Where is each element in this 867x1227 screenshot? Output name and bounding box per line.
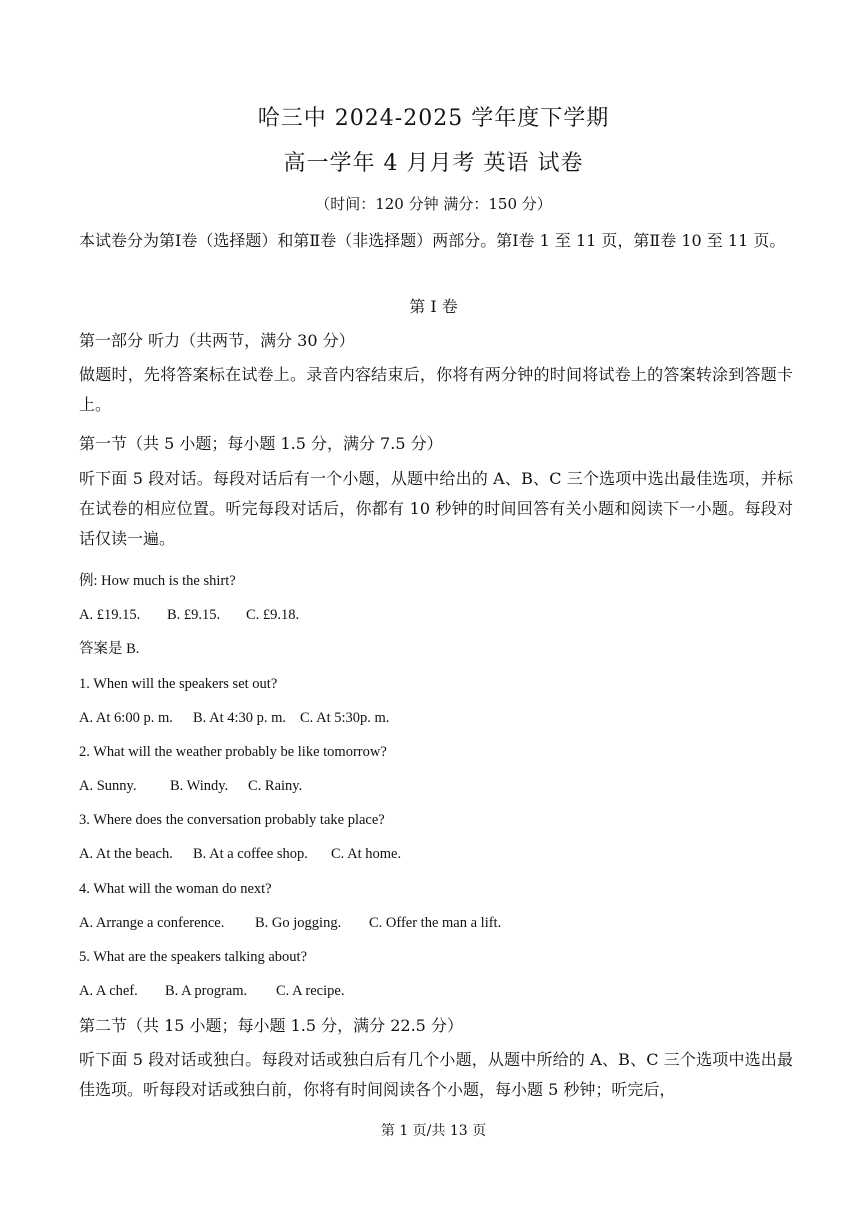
question-3-options	[79, 843, 401, 865]
exam-title-line2: 高一学年 4 月月考 英语 试卷	[283, 151, 584, 176]
question-4: 4. What will the woman do next?	[79, 881, 272, 897]
option-b: B. Go jogging.	[255, 915, 342, 931]
part1-instruction: 做题时，先将答案标在试卷上。录音内容结束后，你将有两分钟的时间将试卷上的答案转涂到答题卡上。	[79, 365, 793, 414]
option-a: A. At the beach.	[79, 846, 173, 862]
question-4-options	[79, 912, 501, 934]
option-b: B. A program.	[165, 983, 248, 999]
option-c: C. At 5:30p. m.	[300, 710, 390, 726]
option-a: A. Sunny.	[79, 778, 137, 794]
page-footer: 第 1 页/共 13 页	[380, 1123, 487, 1139]
question-2: 2. What will the weather probably be like tomorrow?	[79, 744, 387, 760]
option-c: C. £9.18.	[246, 607, 300, 623]
option-b: B. At a coffee shop.	[193, 846, 308, 862]
question-5-options	[79, 980, 344, 1002]
option-a: A. Arrange a conference.	[79, 915, 225, 931]
question-1: 1. When will the speakers set out?	[79, 676, 278, 692]
question-2-options	[79, 775, 302, 797]
section2-instruction: 听下面 5 段对话或独白。每段对话或独白后有几个小题，从题中所给的 A、B、C 三个选项中选出最佳选项。听每段对话或独白前，你将有时间阅读各个小题，每小题 5 秒钟；听完后，	[79, 1050, 793, 1099]
example-question: 例: How much is the shirt?	[79, 573, 236, 589]
option-a: A. £19.15.	[79, 607, 141, 623]
intro-paragraph: 本试卷分为第Ⅰ卷（选择题）和第Ⅱ卷（非选择题）两部分。第Ⅰ卷 1 至 11 页，第Ⅱ卷 10 至 11 页。	[79, 231, 786, 250]
option-a: A. At 6:00 p. m.	[79, 710, 173, 726]
section2-heading: 第二节（共 15 小题；每小题 1.5 分，满分 22.5 分）	[79, 1016, 463, 1035]
option-c: C. Offer the man a lift.	[369, 915, 502, 931]
example-answer: 答案是 B.	[79, 641, 140, 657]
option-b: B. Windy.	[170, 778, 229, 794]
example-options	[79, 604, 299, 626]
option-c: C. A recipe.	[276, 983, 345, 999]
question-3: 3. Where does the conversation probably take place?	[79, 812, 385, 828]
volume-label: 第 I 卷	[409, 297, 458, 316]
section1-instruction: 听下面 5 段对话。每段对话后有一个小题，从题中给出的 A、B、C 三个选项中选出最佳选项，并标在试卷的相应位置。听完每段对话后，你都有 10 秒钟的时间回答有关小题和阅读下一小题。每段对话仅读一遍。	[79, 469, 793, 548]
exam-title-line1: 哈三中 2024-2025 学年度下学期	[257, 106, 610, 131]
option-a: A. A chef.	[79, 983, 138, 999]
part1-heading: 第一部分 听力（共两节，满分 30 分）	[79, 331, 355, 350]
section1-heading: 第一节（共 5 小题；每小题 1.5 分，满分 7.5 分）	[79, 434, 443, 453]
option-c: C. At home.	[331, 846, 402, 862]
exam-time-info: （时间：120 分钟 满分：150 分）	[315, 195, 552, 213]
question-5: 5. What are the speakers talking about?	[79, 949, 308, 965]
option-c: C. Rainy.	[248, 778, 303, 794]
option-b: B. At 4:30 p. m.	[193, 710, 287, 726]
question-1-options	[79, 707, 389, 729]
option-b: B. £9.15.	[167, 607, 221, 623]
